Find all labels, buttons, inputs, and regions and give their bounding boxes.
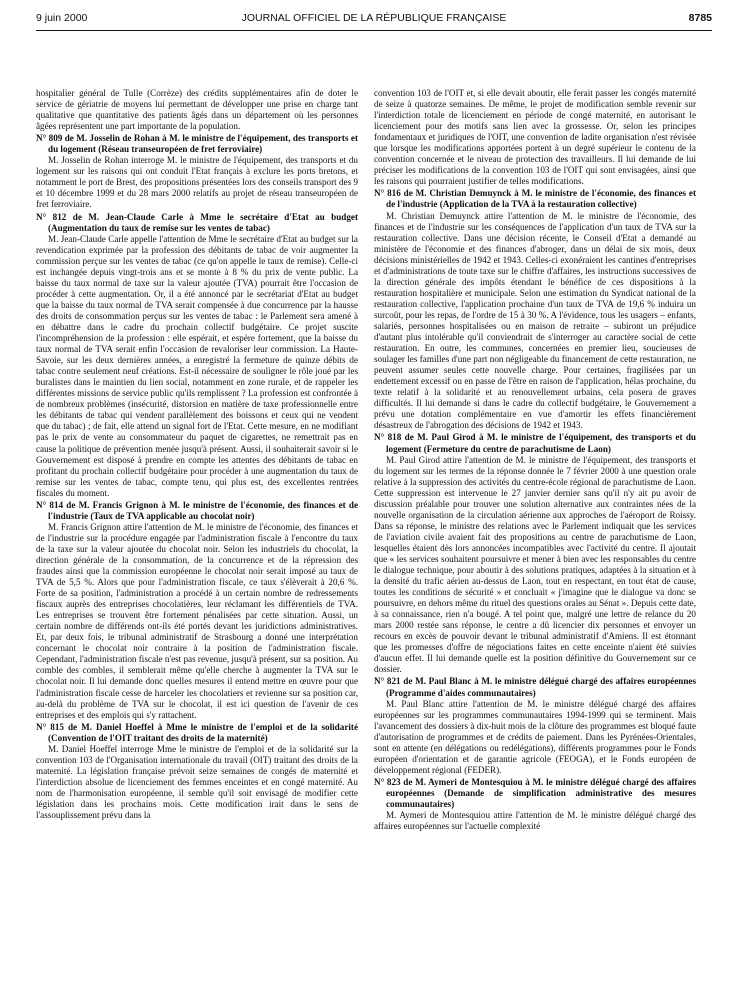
header-date: 9 juin 2000 [36, 12, 88, 24]
paragraph: M. Paul Blanc attire l'attention de M. le ministre délégué chargé des affaires européennes sur les programmes communautaires 1994-1999 qui se terminent. Mais l'avancement des dossiers à dix-huit mois de la clôture des programmes est bloqué faute d'autorisation de programmes et de crédits de paiement. Dans les Pyrénées-Orientales, sont en attente (en délégations ou redélégations), différents programmes pour le Fonds européen d'orientation et de garantie agricole (FEOGA), et le Fonds européen de développement régional (FEDER). [374, 698, 696, 775]
question-heading-812: N° 812 de M. Jean-Claude Carle à Mme le secrétaire d'Etat au budget (Augmentation du taux de remise sur les ventes de tabac) [36, 211, 358, 233]
question-heading-823: N° 823 de M. Aymeri de Montesquiou à M. le ministre délégué chargé des affaires européennes (Demande de simplification administrative des mesures communautaires) [374, 776, 696, 809]
paragraph: convention 103 de l'OIT et, si elle devait aboutir, elle ferait passer les congés maternité de seize à quatorze semaines. De même, le projet de modification semble revenir sur l'interdiction totale de licenciement en période de congé maternité, en autorisant le licenciement pour des motifs sans lien avec la grossesse. Or, selon les principes fondamentaux et juridiques de l'OIT, une convention de ladite organisation n'est révisée que lorsque les modifications apportées portent à un degré supérieur le contenu de la convention concernée et le niveau de protection des travailleurs. Il lui demande de lui préciser les modifications de la convention 103 de l'OIT qui sont envisagées, ainsi que les raisons qui pourraient justifier de telles modifications. [374, 88, 696, 187]
paragraph: M. Paul Girod attire l'attention de M. le ministre de l'équipement, des transports et du logement sur les termes de la réponse donnée le 7 février 2000 à une question orale relative à la suppression des activités du centre-école régional de parachutisme de Laon. Cette suppression est intervenue le 27 janvier dernier sans qu'il n'y ait pu avoir de discussion préalable pour trouver une solution alternative aux contraintes nées de la nouvelle organisation de la circulation aérienne aux approches de l'aéroport de Roissy. Dans sa réponse, le ministre des relations avec le Parlement indiquait que les services de l'aviation civile avaient fait des propositions au centre de parachutisme de Laon, lesquelles étaient dès lors annoncées incompatibles avec l'activité du centre. Il ajoutait que « les services souhaitent poursuivre et mener à bien avec les responsables du centre le dialogue technique, pour aboutir à des solutions pratiques, adaptées à la situation et à la densité du trafic aérien au-dessus de Laon, tout en respectant, en tout état de cause, toutes les conditions de sécurité » et concluait « j'imagine que le dialogue va donc se poursuivre, en dehors même du rituel des questions orales au Sénat ». Depuis cette date, à sa connaissance, rien n'a bougé. A tel point que, malgré une lettre de relance du 20 mars 2000 restée sans réponse, le centre a dû licencier dix personnes et envoyer un recours en excès de pouvoir devant le tribunal administratif d'Amiens. Il est étonnant que les promesses d'offre de négociations faites en cette enceinte n'aient été suivies d'aucun effet. Il lui demande quelle est la position définitive du Gouvernement sur ce dossier. [374, 454, 696, 675]
paragraph: M. Francis Grignon attire l'attention de M. le ministre de l'économie, des finances et de l'industrie sur la procédure engagée par l'administration fiscale à l'encontre du taux de la taxe sur la valeur ajoutée du chocolat noir. Selon les industriels du chocolat, la direction générale de la consommation, de la concurrence et de la répression des fraudes ainsi que la commission européenne le chocolat noir serait imposé au taux de TVA de 5,5 %. Alors que pour l'administration fiscale, ce taux s'élèverait à 20,6 %. Forte de sa position, l'administration a procédé à un certain nombre de redressements fiscaux auprès des entreprises chocolatières, leur réclamant les différentiels de TVA. Les entreprises se trouvent être fortement pénalisées par cette situation. Aussi, un certain nombre de différends ont-ils été portés devant les juridictions administratives. Et, par deux fois, le tribunal administratif de Strasbourg a donné une interprétation concernant le chocolat noir contraire à la position de l'administration fiscale. Cependant, l'administration fiscale n'est pas revenue, jusqu'à présent, sur sa position. Au comble des combles, il semblerait même qu'elle cherche à augmenter la TVA sur le chocolat noir. Il lui demande donc quelles mesures il entend mettre en œuvre pour que l'administration fiscale cesse de harceler les chocolatiers et revienne sur sa position car, au-delà du problème de TVA sur le chocolat, il est ici question de l'avenir de ces entreprises et des emplois qui s'y rattachent. [36, 521, 358, 720]
question-heading-821: N° 821 de M. Paul Blanc à M. le ministre délégué chargé des affaires européennes (Programme d'aides communautaires) [374, 676, 696, 698]
paragraph: hospitalier général de Tulle (Corrèze) des crédits supplémentaires afin de doter le service de gériatrie de moyens lui permettant de développer une prise en charge tant qualitative que quantitative des patients âgés dans un département où les personnes âgées représentent une part importante de la population. [36, 88, 358, 132]
left-column [36, 88, 358, 986]
question-heading-816: N° 816 de M. Christian Demuynck à M. le ministre de l'économie, des finances et de l'industrie (Application de la TVA à la restauration collective) [374, 188, 696, 210]
right-column [374, 88, 696, 986]
paragraph: M. Christian Demuynck attire l'attention de M. le ministre de l'économie, des finances et de l'industrie sur les conséquences de l'application d'un taux de TVA sur la restauration collective. Dans une décision récente, le Conseil d'Etat a demandé au ministère de l'économie et des finances d'abroger, dans un délai de six mois, deux décisions ministérielles de 1942 et 1943. Celles-ci exonéraient les cantines d'entreprises et d'administrations de toute taxe sur le chiffre d'affaires, les instructions successives de la direction générale des impôts étendant le bénéfice de ces dispositions à la restauration hospitalière et municipale. Selon une estimation du Syndicat national de la restauration collective, l'application prochaine d'un taux de TVA de 19,6 % induira un surcoût, pour les repas, de l'ordre de 15 à 30 %. A l'évidence, tous les usagers – enfants, salariés, personnes hospitalisées ou en maison de retraite – subiront un préjudice d'autant plus intolérable qu'il conviendrait de s'interroger au caractère social de cette restauration. En outre, les communes, concernées en premier lieu, soucieuses de soulager les familles d'une part non négligeable du financement de cette restauration, ne peuvent assumer seules cette nouvelle charge. Pour certaines, fragilisées par un endettement excessif ou en passe de l'être en raison de l'application, hélas prochaine, du texte relatif à la solidarité et au renouvellement urbains, cela posera de graves difficultés. Il lui demande si dans le cadre du collectif budgétaire, le Gouvernement a prévu une dotation complémentaire en vue d'amortir les effets financièrement désastreux de l'abrogation des décisions de 1942 et 1943. [374, 210, 696, 431]
page-header [36, 12, 712, 26]
question-heading-815: N° 815 de M. Daniel Hoeffel à Mme le ministre de l'emploi et de la solidarité (Convention de l'OIT traitant des droits de la maternité) [36, 721, 358, 743]
paragraph: M. Josselin de Rohan interroge M. le ministre de l'équipement, des transports et du logement sur les raisons qui ont conduit l'Etat français à exclure les ports bretons, et notamment le port de Brest, des propositions présentées lors des conseils transport des 9 et 10 décembre 1999 et du 28 mars 2000 relatifs au projet de réseau transeuropéen de fret ferroviaire. [36, 155, 358, 210]
paragraph: M. Jean-Claude Carle appelle l'attention de Mme le secrétaire d'Etat au budget sur la revendication exprimée par la profession des débitants de tabac de voir augmenter la commission perçue sur les ventes de tabac (ce qu'on appelle le taux de remise). Celle-ci est inchangée depuis vingt-trois ans et se monte à 8 % du prix de vente public. La baisse du taux normal de taxe sur la valeur ajoutée (TVA) pourrait être l'occasion de procéder à cette augmentation. Or, il a été annoncé par le secrétariat d'Etat au budget que la baisse du taux normal de TVA serait compensée à due concurrence par la hausse des droits de consommation perçus sur les ventes de tabac : le Parlement sera amené à en débattre dans le cadre du prochain collectif budgétaire. Ce projet suscite l'incompréhension de la profession : elle espérait, et espère fortement, que la baisse du taux normal de TVA serait enfin l'occasion de revaloriser leur commission. La Haute-Savoie, sur les deux dernières années, a enregistré la fermeture de quinze débits de tabac contre seulement neuf créations. Est-il nécessaire de souligner le rôle joué par les buralistes dans le maintien du lien social, notamment en zone rurale, et de rappeler les différentes missions de service public qu'ils remplissent ? La profession est confrontée à de nombreux problèmes (insécurité, distorsion en matière de taxe professionnelle entre les débitants de tabac qui vendent parallèlement des boissons et ceux qui ne vendent que du tabac) ; de fait, elle attend un signal fort de l'Etat. Cette mesure, en ne modifiant pas le prix de vente au consommateur du paquet de cigarettes, ne remettrait pas en cause la politique de prévention menée jusqu'à présent. Aussi, il souhaiterait savoir si le Gouvernement est disposé à prendre en compte les attentes des débitants de tabac en profitant du prochain collectif budgétaire pour procéder à une augmentation du taux de remise sur les ventes de tabac, compte tenu, qui plus est, des excellentes rentrées fiscales du moment. [36, 233, 358, 498]
question-heading-814: N° 814 de M. Francis Grignon à M. le ministre de l'économie, des finances et de l'industrie (Taux de TVA applicable au chocolat noir) [36, 499, 358, 521]
question-heading-809: N° 809 de M. Josselin de Rohan à M. le ministre de l'équipement, des transports et du logement (Réseau transeuropéen de fret ferroviaire) [36, 133, 358, 155]
paragraph: M. Daniel Hoeffel interroge Mme le ministre de l'emploi et de la solidarité sur la convention 103 de l'Organisation internationale du travail (OIT) traitant des droits de la maternité. La législation française prévoit seize semaines de congés de maternité et l'interdiction absolue de licenciement des femmes enceintes et en congé maternité. Au nom de l'harmonisation européenne, il semble qu'il soit envisagé de modifier cette législation dans les prochains mois. Cette modification irait dans le sens de l'assouplissement prévu dans la [36, 743, 358, 821]
header-title: JOURNAL OFFICIEL DE LA RÉPUBLIQUE FRANÇAISE [241, 12, 507, 24]
question-heading-818: N° 818 de M. Paul Girod à M. le ministre de l'équipement, des transports et du logement (Fermeture du centre de parachutisme de Laon) [374, 432, 696, 454]
paragraph: M. Aymeri de Montesquiou attire l'attention de M. le ministre délégué chargé des affaires européennes sur l'actuelle complexité [374, 810, 696, 832]
header-page-number: 8785 [688, 12, 712, 24]
header-rule [36, 30, 712, 31]
